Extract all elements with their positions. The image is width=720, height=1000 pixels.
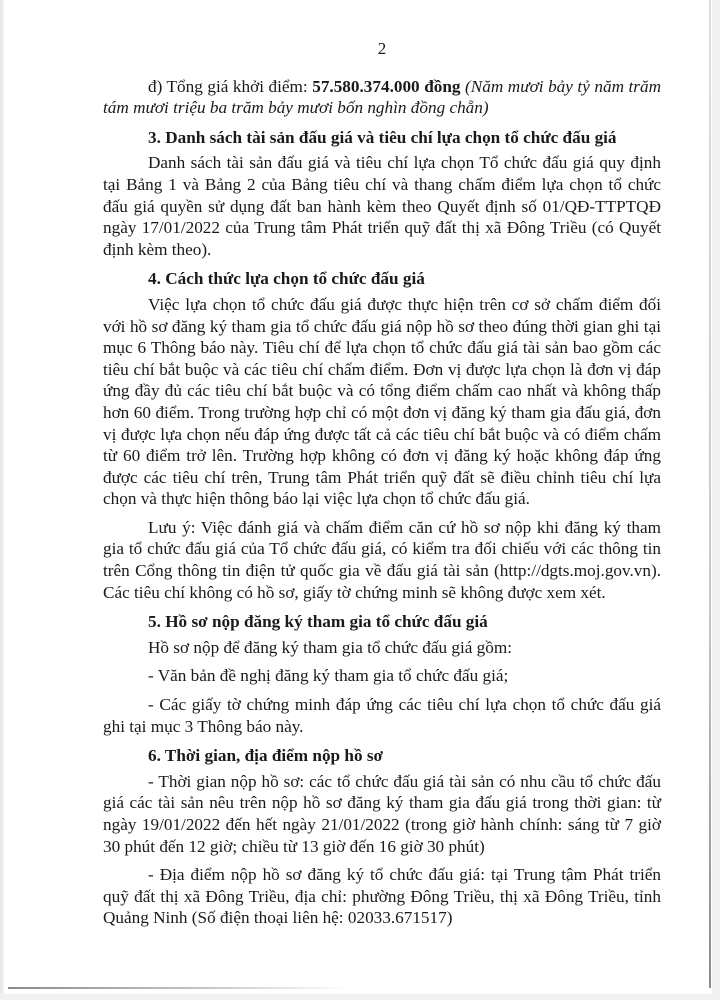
page-number: 2 xyxy=(377,39,387,58)
scan-border-right xyxy=(709,0,711,988)
section-4-heading: 4. Cách thức lựa chọn tổ chức đấu giá xyxy=(148,269,425,289)
scan-edge-right xyxy=(712,0,720,1000)
scan-edge-left xyxy=(0,0,4,1000)
section-5-intro: Hồ sơ nộp để đăng ký tham gia tổ chức đấu giá gồm: xyxy=(148,637,512,657)
item-d-total-starting-price xyxy=(103,76,661,119)
section-6-item-time: - Thời gian nộp hồ sơ: các tổ chức đấu giá tài sản có nhu cầu tổ chức đấu giá các tài sản nêu trên nộp hồ sơ đăng ký tham gia đấu giá trong thời gian: từ ngày 19/01/2022 đến hết ngày 21/01/2022 (trong giờ hành chính: sáng từ 7 giờ 30 phút đến 12 giờ; chiều từ 13 giờ đến 16 giờ 30 phút) xyxy=(103,771,661,856)
item-d-amount: 57.580.374.000 đồng xyxy=(312,76,461,96)
section-5-item-1: - Văn bản đề nghị đăng ký tham gia tổ chức đấu giá; xyxy=(148,666,509,686)
section-5-item-2: - Các giấy tờ chứng minh đáp ứng các tiêu chí lựa chọn tổ chức đấu giá ghi tại mục 3 Thông báo này. xyxy=(103,695,661,736)
section-4-paragraph: Việc lựa chọn tổ chức đấu giá được thực hiện trên cơ sở chấm điểm đối với hồ sơ đăng ký tham gia tổ chức đấu giá nộp hồ sơ theo đúng thời gian ghi tại mục 6 Thông báo này. Tiêu chí để lựa chọn tổ chức đấu giá tài sản bao gồm các tiêu chí bắt buộc và các tiêu chí chấm điểm. Đơn vị được lựa chọn là đơn vị đáp ứng đầy đủ các tiêu chí bắt buộc và có tổng điểm chấm cao nhất và không thấp hơn 60 điểm. Trong trường hợp chỉ có một đơn vị đăng ký tham gia đấu giá, đơn vị được lựa chọn nếu đáp ứng được tất cả các tiêu chí bắt buộc và có điểm chấm từ 60 điểm trở lên. Trường hợp không có đơn vị đăng ký hoặc không đáp ứng được các tiêu chí trên, Trung tâm Phát triển quỹ đất sẽ điều chỉnh tiêu chí lựa chọn và thực hiện thông báo lại việc lựa chọn tổ chức đấu giá. xyxy=(103,294,661,509)
section-3-paragraph: Danh sách tài sản đấu giá và tiêu chí lựa chọn Tổ chức đấu giá quy định tại Bảng 1 và Bảng 2 của Bảng tiêu chí và thang chấm điểm lựa chọn tổ chức đấu giá quyền sử dụng đất ban hành kèm theo Quyết định số 01/QĐ-TTPTQĐ ngày 17/01/2022 của Trung tâm Phát triển quỹ đất thị xã Đông Triều (có Quyết định kèm theo). xyxy=(103,153,661,259)
section-5-heading: 5. Hồ sơ nộp đăng ký tham gia tổ chức đấu giá xyxy=(148,612,488,632)
section-3-heading: 3. Danh sách tài sản đấu giá và tiêu chí lựa chọn tổ chức đấu giá xyxy=(148,127,617,147)
section-6-item-location: - Địa điểm nộp hồ sơ đăng ký tổ chức đấu giá: tại Trung tâm Phát triển quỹ đất thị xã Đông Triều, địa chỉ: phường Đông Triều, thị xã Đông Triều, tỉnh Quảng Ninh (Số điện thoại liên hệ: 02033.671517) xyxy=(103,865,661,928)
scan-border-bottom xyxy=(8,987,348,989)
item-d-amount-in-words: (Năm mươi bảy tỷ năm trăm tám mươi triệu ba trăm bảy mươi bốn nghìn đồng chẵn) xyxy=(103,76,661,118)
scan-edge-bottom xyxy=(0,994,720,1000)
section-4-note: Lưu ý: Việc đánh giá và chấm điểm căn cứ hồ sơ nộp khi đăng ký tham gia tổ chức đấu giá của Tổ chức đấu giá, có kiểm tra đối chiếu với các thông tin trên Cổng thông tin điện tử quốc gia về đấu giá tài sản (http://dgts.moj.gov.vn). Các tiêu chí không có hồ sơ, giấy tờ chứng minh sẽ không được xem xét. xyxy=(103,517,661,602)
document-page xyxy=(103,38,661,929)
item-d-label: đ) Tổng giá khởi điểm: xyxy=(148,76,313,96)
section-6-heading: 6. Thời gian, địa điểm nộp hồ sơ xyxy=(148,746,384,766)
